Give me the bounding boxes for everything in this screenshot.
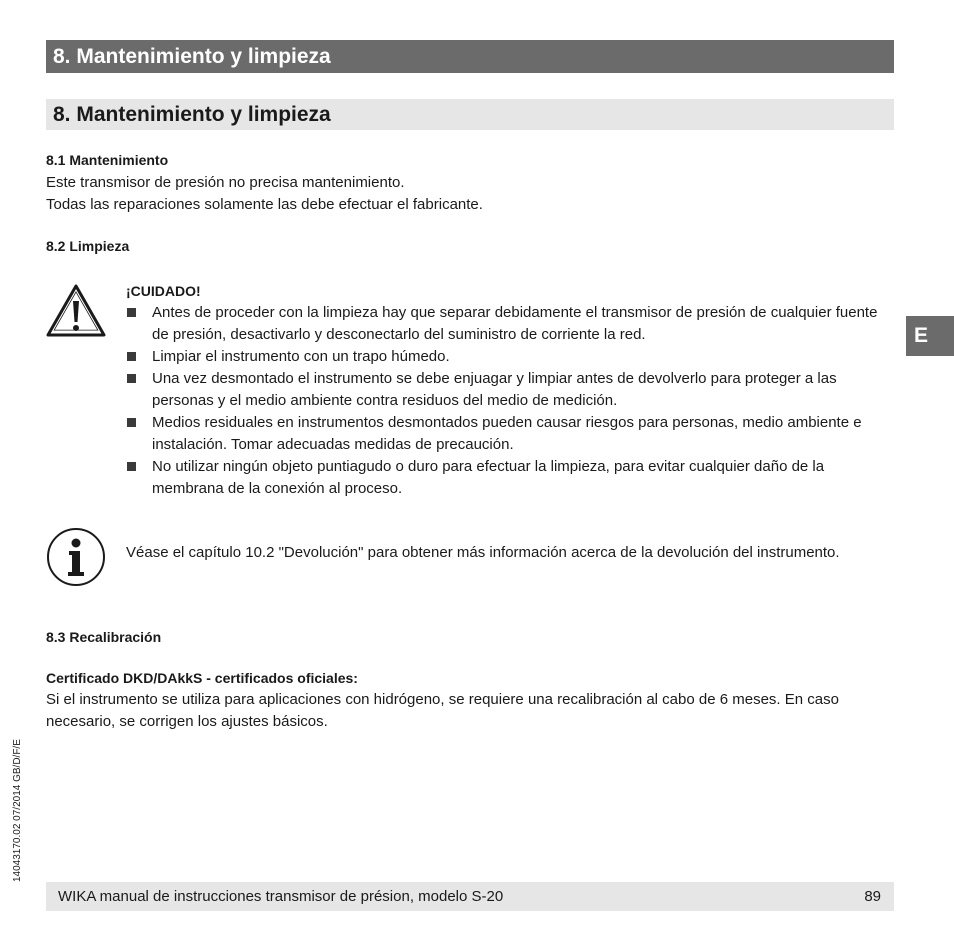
- square-bullet-icon: [127, 462, 136, 471]
- subsection-title-8-2: 8.2 Limpieza: [46, 238, 130, 254]
- square-bullet-icon: [127, 418, 136, 427]
- square-bullet-icon: [127, 352, 136, 361]
- info-icon: [46, 527, 106, 587]
- subsection-title-8-3: 8.3 Recalibración: [46, 629, 162, 645]
- page-header-bar: 8. Mantenimiento y limpieza: [46, 40, 894, 73]
- maintenance-text-1: Este transmisor de presión no precisa mantenimiento.: [46, 174, 405, 191]
- maintenance-text-2: Todas las reparaciones solamente las debe efectuar el fabricante.: [46, 196, 483, 213]
- info-note-text: Véase el capítulo 10.2 "Devolución" para obtener más información acerca de la devolución del instrumento.: [126, 544, 840, 561]
- page-footer: [46, 882, 894, 911]
- caution-title: ¡CUIDADO!: [126, 283, 201, 299]
- caution-list: [126, 302, 886, 500]
- warning-triangle-icon: [45, 283, 107, 338]
- language-tab: E: [906, 316, 954, 356]
- list-item: Antes de proceder con la limpieza hay que separar debidamente el transmisor de presión de cualquier fuente de presión, desactivarlo y desconectarlo del suministro de corriente la red.: [126, 302, 886, 346]
- page-number: 89: [864, 888, 881, 905]
- footer-text: WIKA manual de instrucciones transmisor de présion, modelo S-20: [58, 888, 504, 905]
- square-bullet-icon: [127, 374, 136, 383]
- square-bullet-icon: [127, 308, 136, 317]
- list-item: Limpiar el instrumento con un trapo húmedo.: [126, 346, 886, 368]
- list-item: No utilizar ningún objeto puntiagudo o duro para efectuar la limpieza, para evitar cualquier daño de la membrana de la conexión al proceso.: [126, 456, 886, 500]
- list-item: Una vez desmontado el instrumento se debe enjuagar y limpiar antes de devolverlo para proteger a las personas y el medio ambiente contra residuos del medio de medición.: [126, 368, 886, 412]
- document-code: 14043170.02 07/2014 GB/D/F/E: [12, 739, 23, 882]
- subsection-title-8-1: 8.1 Mantenimiento: [46, 152, 169, 168]
- certificate-text: Si el instrumento se utiliza para aplicaciones con hidrógeno, se requiere una recalibración al cabo de 6 meses. En caso necesario, se corrigen los ajustes básicos.: [46, 691, 839, 730]
- list-item: Medios residuales en instrumentos desmontados pueden causar riesgos para personas, medio ambiente e instalación. Tomar adecuadas medidas de precaución.: [126, 412, 886, 456]
- certificate-title: Certificado DKD/DAkkS - certificados oficiales:: [46, 670, 358, 686]
- section-heading: 8. Mantenimiento y limpieza: [46, 99, 894, 130]
